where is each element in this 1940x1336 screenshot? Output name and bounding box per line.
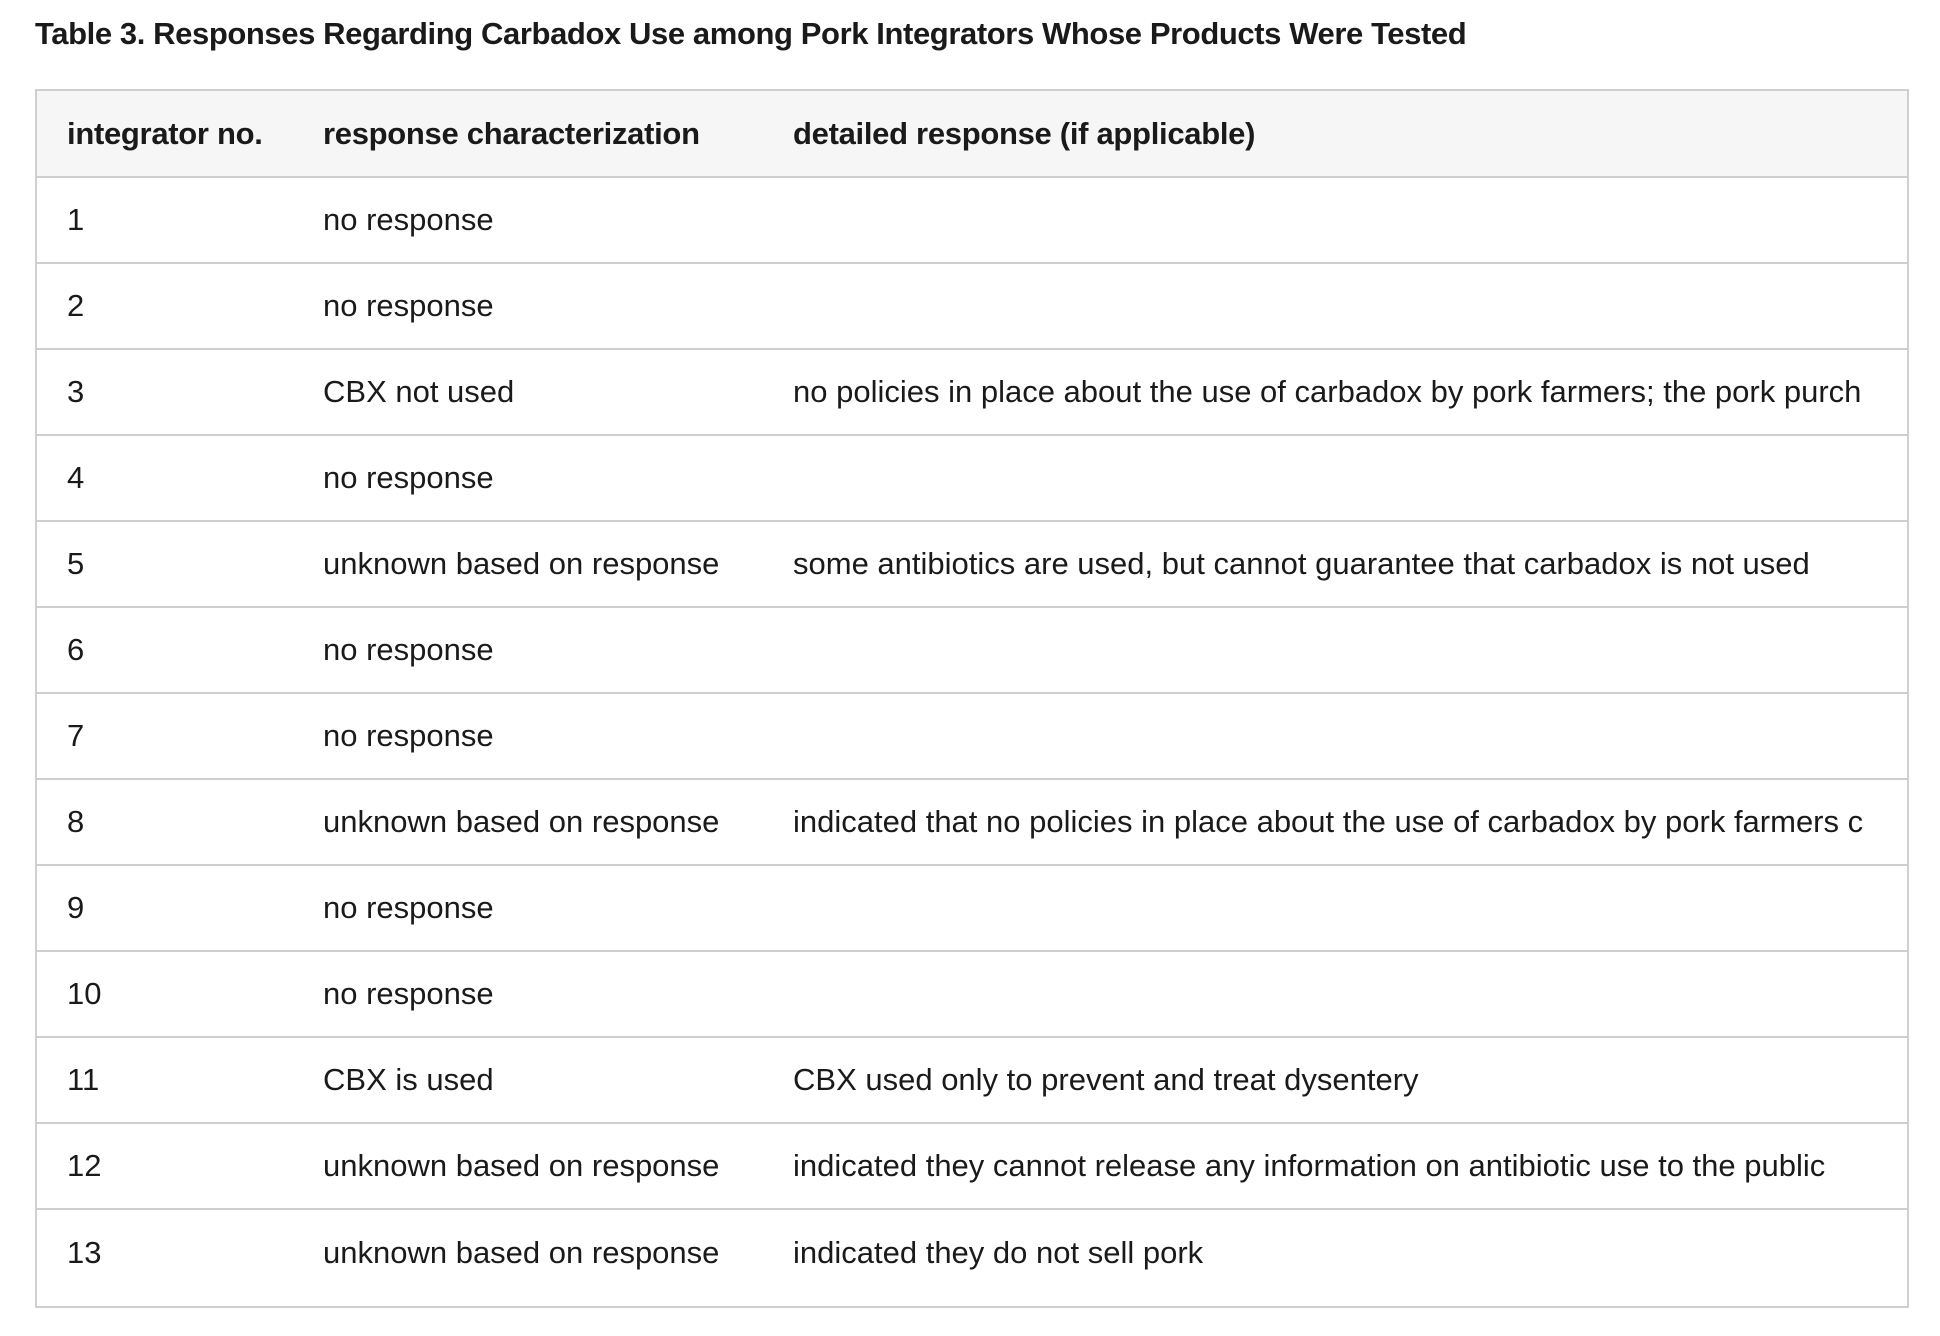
response-characterization-cell: CBX not used bbox=[293, 349, 763, 435]
detailed-response-cell bbox=[763, 435, 1909, 521]
table-row bbox=[37, 607, 1909, 693]
responses-table-container bbox=[35, 89, 1909, 1308]
detailed-response-cell bbox=[763, 263, 1909, 349]
integrator-number-cell: 1 bbox=[37, 177, 293, 263]
header-integrator-no: integrator no. bbox=[37, 91, 293, 177]
detailed-response-cell: CBX used only to prevent and treat dysentery bbox=[763, 1037, 1909, 1123]
integrator-number-cell: 3 bbox=[37, 349, 293, 435]
table-header-row bbox=[37, 91, 1909, 177]
responses-table bbox=[37, 91, 1909, 1295]
integrator-number-cell: 6 bbox=[37, 607, 293, 693]
table-row bbox=[37, 435, 1909, 521]
response-characterization-cell: CBX is used bbox=[293, 1037, 763, 1123]
response-characterization-cell: unknown based on response bbox=[293, 779, 763, 865]
integrator-number-cell: 7 bbox=[37, 693, 293, 779]
response-characterization-cell: no response bbox=[293, 951, 763, 1037]
table-row bbox=[37, 779, 1909, 865]
integrator-number-cell: 12 bbox=[37, 1123, 293, 1209]
table-row bbox=[37, 1123, 1909, 1209]
response-characterization-cell: unknown based on response bbox=[323, 1234, 720, 1270]
response-characterization-cell: no response bbox=[293, 435, 763, 521]
response-characterization-cell: no response bbox=[293, 607, 763, 693]
table-row bbox=[37, 521, 1909, 607]
table-row bbox=[37, 951, 1909, 1037]
detailed-response-cell bbox=[763, 177, 1909, 263]
table-row bbox=[37, 263, 1909, 349]
integrator-number-cell: 2 bbox=[37, 263, 293, 349]
integrator-number-cell: 13 bbox=[67, 1234, 102, 1270]
table-row bbox=[37, 865, 1909, 951]
table-row bbox=[37, 693, 1909, 779]
table-caption: Table 3. Responses Regarding Carbadox Use among Pork Integrators Whose Products Were Tested bbox=[35, 16, 1467, 51]
detailed-response-cell: some antibiotics are used, but cannot guarantee that carbadox is not used bbox=[763, 521, 1909, 607]
response-characterization-cell: no response bbox=[293, 177, 763, 263]
response-characterization-cell: no response bbox=[293, 263, 763, 349]
table-row bbox=[37, 1209, 1909, 1295]
table-row bbox=[37, 1037, 1909, 1123]
detailed-response-cell: indicated they do not sell pork bbox=[793, 1234, 1204, 1270]
detailed-response-cell bbox=[763, 951, 1909, 1037]
integrator-number-cell: 4 bbox=[37, 435, 293, 521]
table-row bbox=[37, 177, 1909, 263]
integrator-number-cell: 8 bbox=[37, 779, 293, 865]
detailed-response-cell bbox=[763, 693, 1909, 779]
header-detailed-response: detailed response (if applicable) bbox=[763, 91, 1909, 177]
detailed-response-cell: no policies in place about the use of carbadox by pork farmers; the pork purch bbox=[763, 349, 1909, 435]
detailed-response-cell bbox=[763, 607, 1909, 693]
detailed-response-cell: indicated that no policies in place about the use of carbadox by pork farmers c bbox=[763, 779, 1909, 865]
response-characterization-cell: unknown based on response bbox=[293, 521, 763, 607]
table-row bbox=[37, 349, 1909, 435]
detailed-response-cell: indicated they cannot release any information on antibiotic use to the public bbox=[763, 1123, 1909, 1209]
header-response-characterization: response characterization bbox=[293, 91, 763, 177]
detailed-response-cell bbox=[763, 865, 1909, 951]
response-characterization-cell: no response bbox=[293, 865, 763, 951]
response-characterization-cell: no response bbox=[293, 693, 763, 779]
integrator-number-cell: 9 bbox=[37, 865, 293, 951]
response-characterization-cell: unknown based on response bbox=[293, 1123, 763, 1209]
integrator-number-cell: 11 bbox=[37, 1037, 293, 1123]
integrator-number-cell: 5 bbox=[37, 521, 293, 607]
integrator-number-cell: 10 bbox=[37, 951, 293, 1037]
